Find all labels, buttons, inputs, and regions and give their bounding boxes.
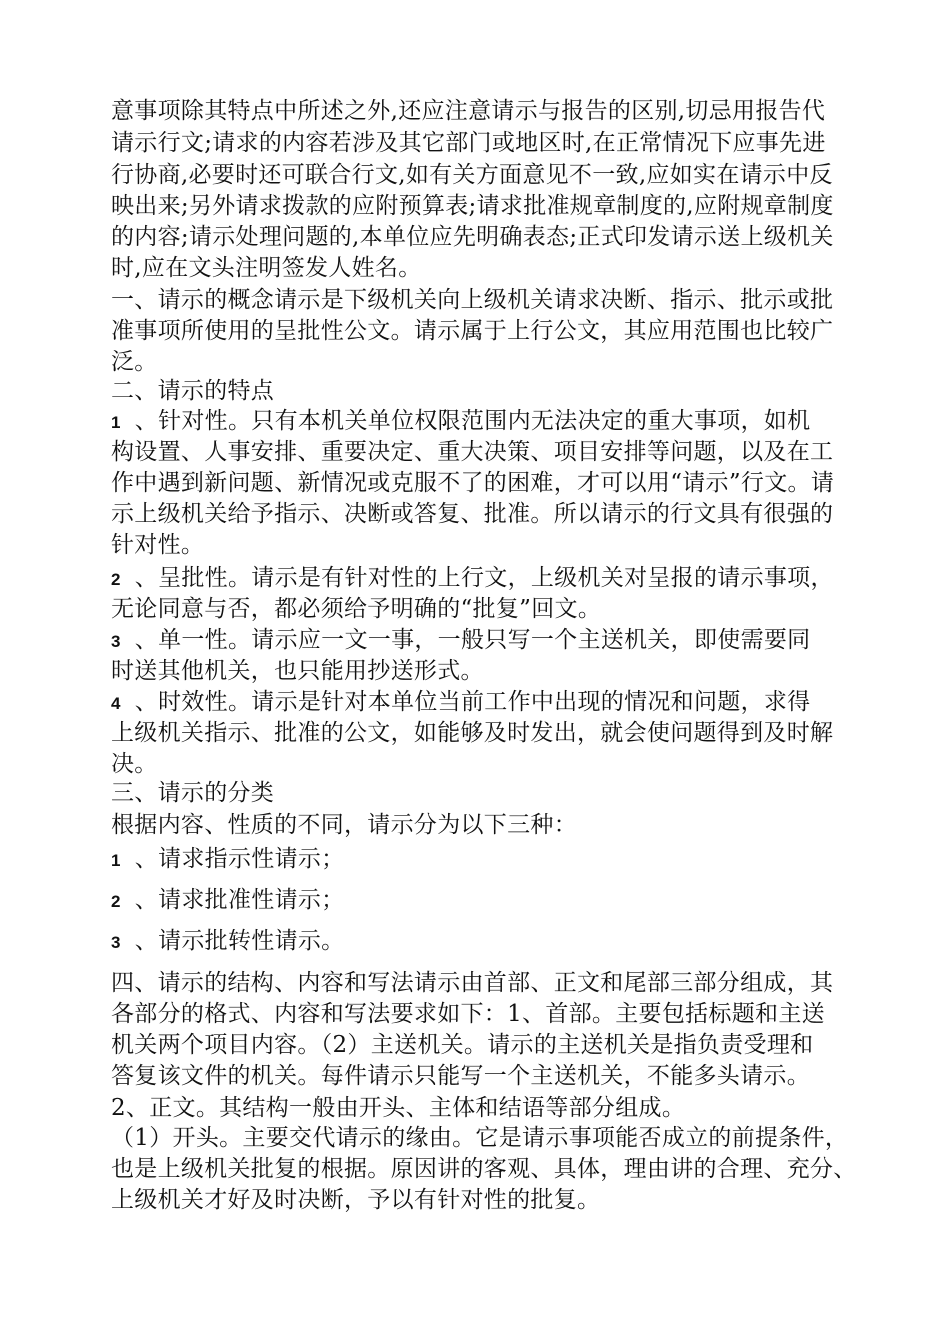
type-item — [111, 925, 344, 957]
section-4-line: 各部分的格式、内容和写法要求如下：1、首部。主要包括标题和主送 — [111, 1001, 825, 1027]
section-4-line: 也是上级机关批复的根据。原因讲的客观、具体，理由讲的合理、充分、 — [111, 1156, 857, 1182]
section-1-line: 泛。 — [111, 349, 158, 375]
list-number: 3 — [111, 933, 121, 952]
list-text: 、单一性。请示应一文一事，一般只写一个主送机关，即使需要同 — [134, 627, 811, 653]
list-text: 、时效性。请示是针对本单位当前工作中出现的情况和问题，求得 — [134, 689, 811, 715]
list-text: 、针对性。只有本机关单位权限范围内无法决定的重大事项，如机 — [134, 408, 811, 434]
feature-1-line: 针对性。 — [111, 532, 205, 558]
list-text: 、请求批准性请示； — [134, 887, 345, 913]
feature-4-line: 决。 — [111, 751, 158, 777]
section-4-line: （1）开头。主要交代请示的缘由。它是请示事项能否成立的前提条件， — [111, 1125, 849, 1151]
section-4-line: 上级机关才好及时决断，予以有针对性的批复。 — [111, 1187, 601, 1213]
paragraph-line: 请示行文;请求的内容若涉及其它部门或地区时,在正常情况下应事先进 — [111, 130, 826, 156]
list-text: 、请求指示性请示； — [134, 846, 345, 872]
feature-1-line: 作中遇到新问题、新情况或克服不了的困难，才可以用“请示”行文。请 — [111, 470, 835, 496]
paragraph-line: 行协商,必要时还可联合行文,如有关方面意见不一致,应如实在请示中反 — [111, 162, 833, 188]
type-item — [111, 884, 344, 916]
section-4-line: 四、请示的结构、内容和写法请示由首部、正文和尾部三部分组成，其 — [111, 970, 834, 996]
section-1-line: 一、请示的概念请示是下级机关向上级机关请求决断、指示、批示或批 — [111, 287, 834, 313]
feature-1-line: 示上级机关给予指示、决断或答复、批准。所以请示的行文具有很强的 — [111, 501, 834, 527]
feature-2-first-line — [111, 562, 834, 594]
feature-1-line: 构设置、人事安排、重要决定、重大决策、项目安排等问题，以及在工 — [111, 439, 834, 465]
feature-4-line: 上级机关指示、批准的公文，如能够及时发出，就会使问题得到及时解 — [111, 720, 834, 746]
section-4-line: 机关两个项目内容。（2）主送机关。请示的主送机关是指负责受理和 — [111, 1032, 814, 1058]
list-text: 、请示批转性请示。 — [134, 928, 345, 954]
section-4-line: 2、正文。其结构一般由开头、主体和结语等部分组成。 — [111, 1095, 686, 1121]
type-item — [111, 843, 344, 875]
section-3-heading: 三、请示的分类 — [111, 780, 275, 806]
list-number: 4 — [111, 694, 121, 713]
paragraph-line: 的内容;请示处理问题的,本单位应先明确表态;正式印发请示送上级机关 — [111, 224, 834, 250]
paragraph-line: 意事项除其特点中所述之外,还应注意请示与报告的区别,切忌用报告代 — [111, 98, 826, 124]
list-number: 1 — [111, 413, 121, 432]
list-text: 、呈批性。请示是有针对性的上行文，上级机关对呈报的请示事项， — [134, 565, 834, 591]
list-number: 1 — [111, 851, 121, 870]
list-number: 2 — [111, 570, 121, 589]
section-4-line: 答复该文件的机关。每件请示只能写一个主送机关，不能多头请示。 — [111, 1063, 810, 1089]
feature-4-first-line — [111, 686, 810, 718]
feature-3-line: 时送其他机关，也只能用抄送形式。 — [111, 658, 484, 684]
list-number: 3 — [111, 632, 121, 651]
list-number: 2 — [111, 892, 121, 911]
feature-2-line: 无论同意与否，都必须给予明确的“批复”回文。 — [111, 596, 602, 622]
section-3-intro: 根据内容、性质的不同，请示分为以下三种： — [111, 812, 577, 838]
paragraph-line: 映出来;另外请求拨款的应附预算表;请求批准规章制度的,应附规章制度 — [111, 193, 834, 219]
section-1-line: 准事项所使用的呈批性公文。请示属于上行公文，其应用范围也比较广 — [111, 318, 834, 344]
section-2-heading: 二、请示的特点 — [111, 378, 275, 404]
feature-3-first-line — [111, 624, 810, 656]
feature-1-first-line — [111, 405, 810, 437]
paragraph-line: 时,应在文头注明签发人姓名。 — [111, 255, 422, 281]
